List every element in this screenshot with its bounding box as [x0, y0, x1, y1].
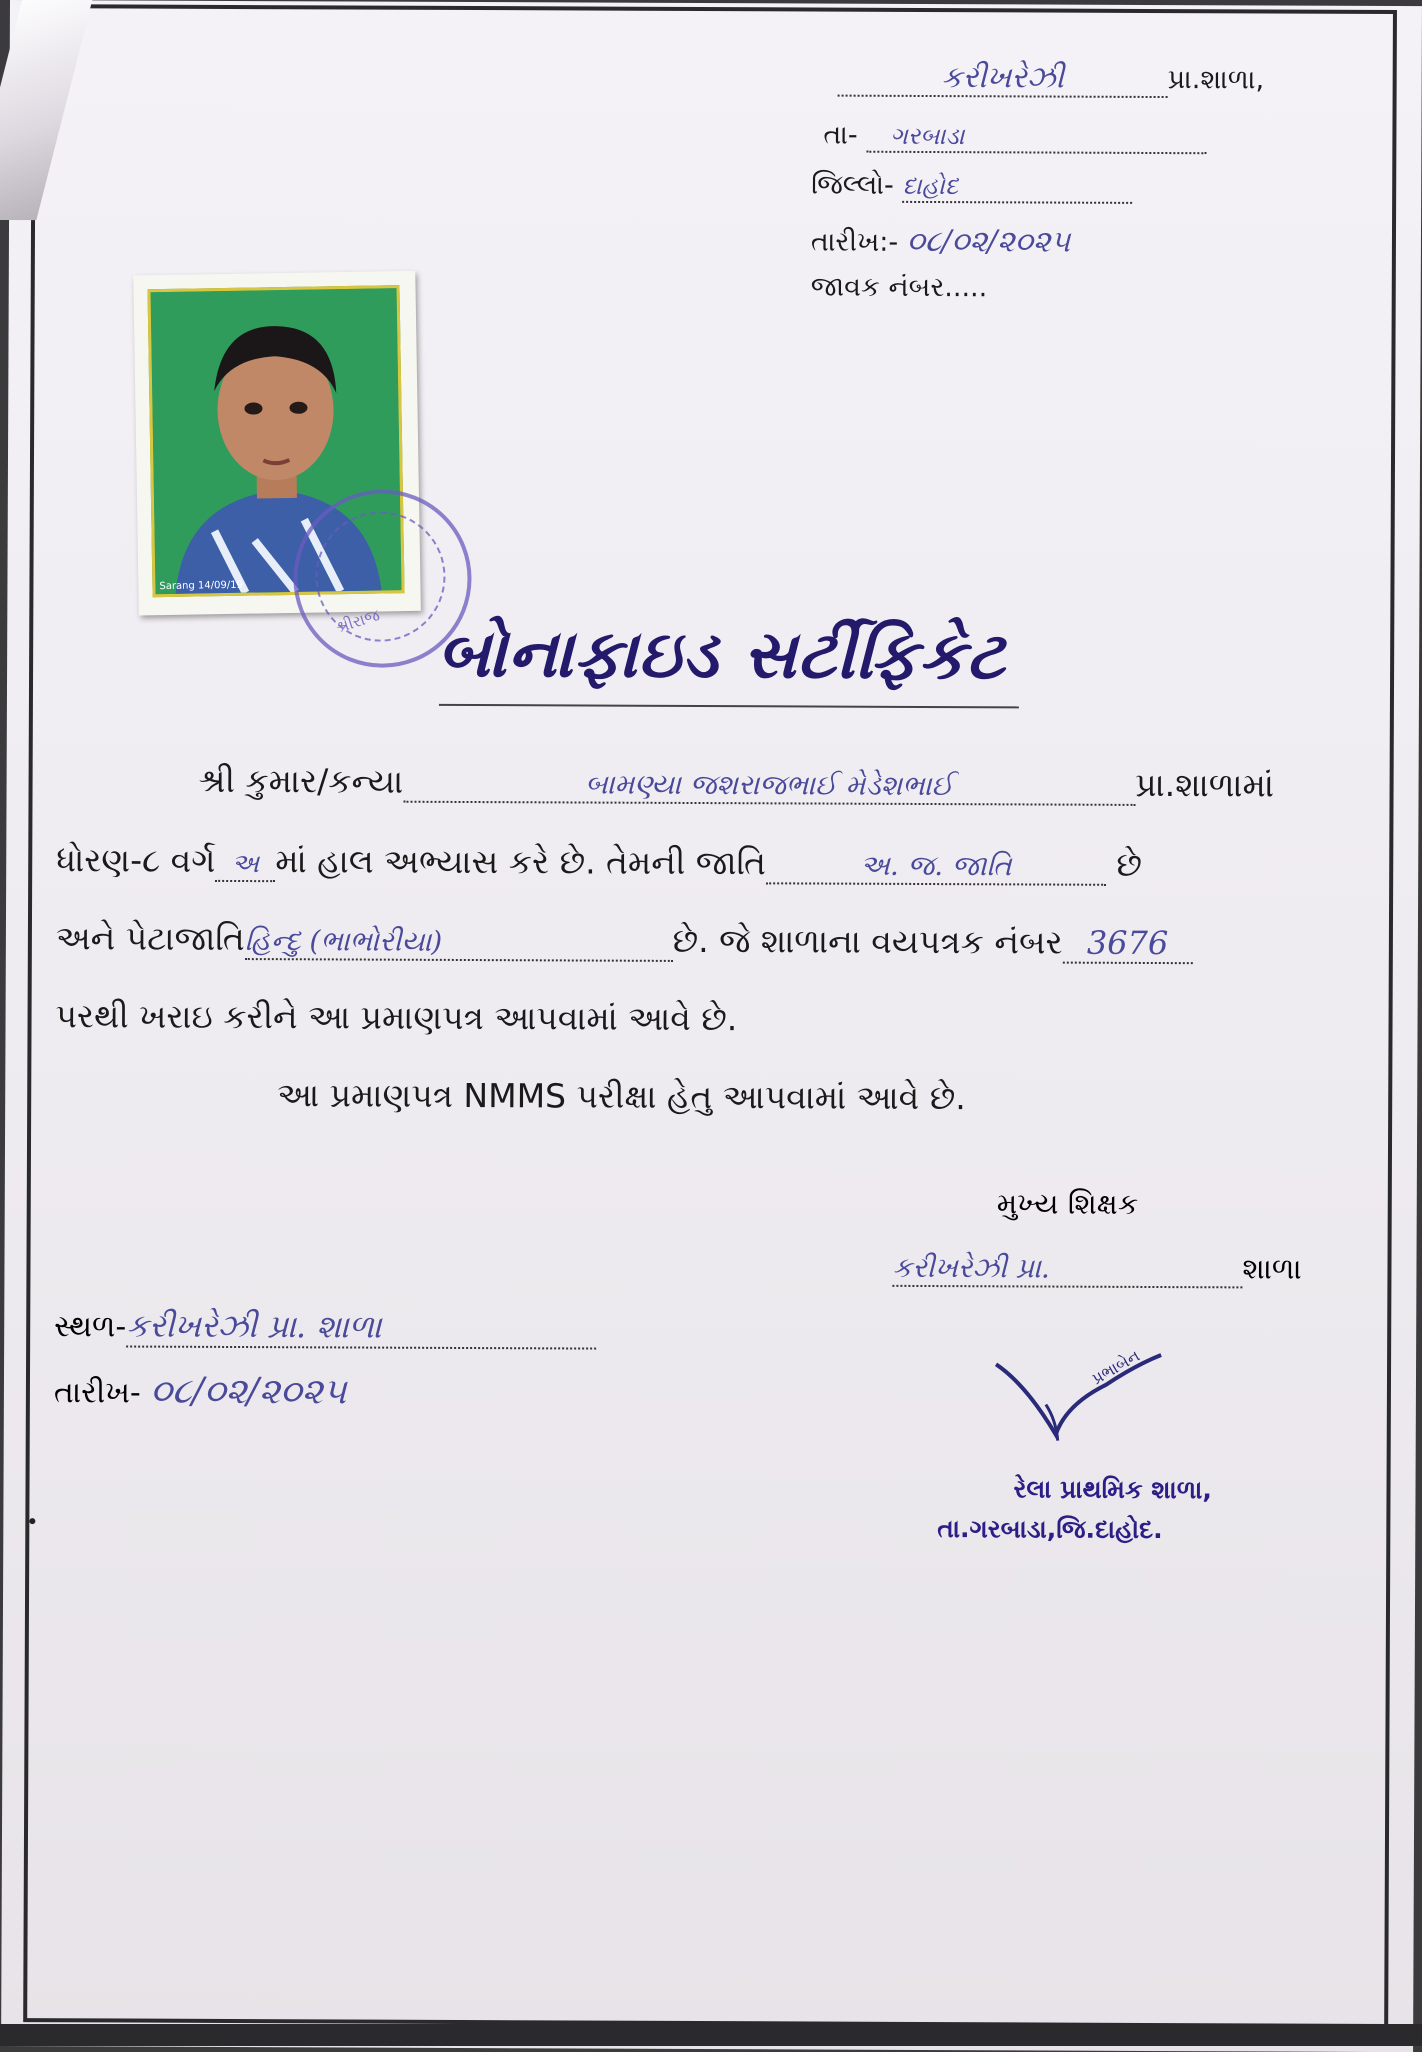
header-date-line: [811, 223, 1070, 259]
header-district-label: જિલ્લો-: [811, 169, 894, 201]
header-district-line: [811, 169, 1132, 203]
caste-fill: અ. જ. જાતિ: [860, 848, 1012, 883]
header-school-line: [838, 60, 1265, 99]
line2-suffix: છે: [1116, 844, 1143, 884]
header-school-fill: કરીખરેઝી: [941, 60, 1065, 96]
header-district-fill: દાહોદ: [902, 171, 959, 201]
signature-school-suffix: શાળા: [1242, 1251, 1302, 1286]
bottom-edge: [0, 2024, 1422, 2046]
place-fill: કરીખરેઝી પ્રા. શાળા: [126, 1306, 382, 1346]
student-name-fill: બામણ્યા જશરાજભાઈ મેડેશભાઈ: [585, 767, 954, 803]
stray-dot: [29, 1518, 35, 1524]
body-line-5: આ પ્રમાણપત્ર NMMS પરીક્ષા હેતુ આપવામાં આવે છે.: [277, 1075, 966, 1118]
certificate-page: [1, 0, 1422, 2052]
signature-school-fill: કરીખરેઝી પ્રા.: [892, 1250, 1050, 1285]
head-teacher-label: મુખ્ય શિક્ષક: [996, 1186, 1139, 1221]
line1-prefix: શ્રી કુમાર/કન્યા: [198, 760, 404, 801]
body-line-2: [56, 840, 1142, 886]
place-label: સ્થળ-: [54, 1309, 127, 1345]
stamp-text: શ્રીરાજ: [333, 605, 382, 637]
place-date-line: [54, 1370, 347, 1413]
body-line-4: પરથી ખરાઇ કરીને આ પ્રમાણપત્ર આપવામાં આવે છે.: [55, 996, 738, 1039]
header-date-label: તારીખ:-: [810, 226, 899, 258]
seal-line-1: રેલા પ્રાથમિક શાળા,: [1013, 1474, 1212, 1505]
signature-school-line: [892, 1250, 1301, 1289]
signature-mark-text: પ્રભાબેન: [1088, 1345, 1143, 1389]
certificate-title: બોનાફાઇડ સર્ટીફિકેટ: [436, 613, 1006, 695]
subcaste-fill: હિન્દુ (ભાભોરીયા): [244, 924, 443, 958]
header-date-fill: ૦૮/૦૨/૨૦૨૫: [906, 223, 1071, 260]
place-date-label: તારીખ-: [53, 1375, 141, 1411]
header-school-label: પ્રા.શાળા,: [1167, 64, 1265, 96]
line2-prefix: ધોરણ-૮ વર્ગ: [56, 840, 216, 880]
register-number-fill: 3676: [1086, 923, 1169, 963]
body-line-1: [199, 761, 1275, 807]
header-taluka-line: [823, 120, 1206, 155]
header-taluka-fill: ગરબાડા: [890, 121, 965, 151]
body-line-3: [56, 918, 1193, 964]
line1-suffix: પ્રા.શાળામાં: [1135, 764, 1275, 805]
line3-prefix: અને પેટાજાતિ: [55, 918, 245, 959]
class-fill: અ: [231, 848, 260, 880]
header-taluka-label: તા-: [823, 119, 858, 151]
seal-line-2: તા.ગરબાડા,જિ.દાહોદ.: [937, 1514, 1163, 1545]
place-date-fill: ૦૮/૦૨/૨૦૨૫: [150, 1370, 347, 1413]
line3-mid: છે. જે શાળાના વયપત્રક નંબર: [672, 920, 1063, 962]
head-teacher-signature: [986, 1344, 1177, 1465]
line2-mid: માં હાલ અભ્યાસ કરે છે. તેમની જાતિ: [275, 841, 767, 883]
header-outward-number: જાવક નંબર.....: [810, 271, 988, 304]
place-line: [54, 1306, 596, 1349]
photo-caption: Sarang 14/09/19: [159, 579, 244, 593]
